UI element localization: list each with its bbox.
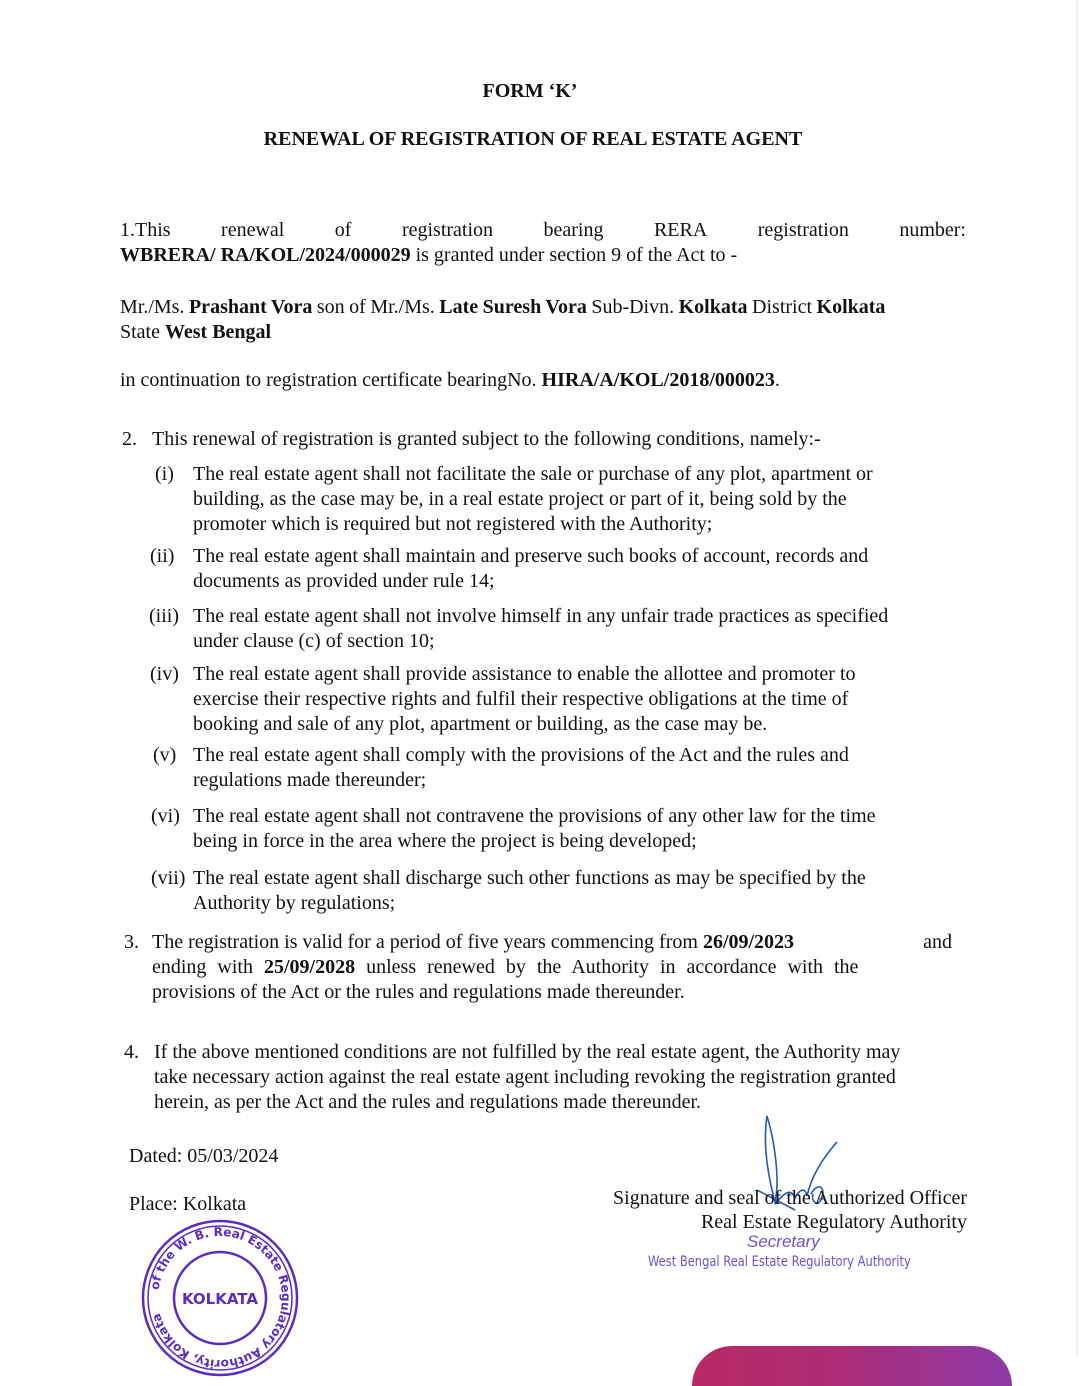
district: Kolkata [816, 296, 886, 318]
signature-caption: Signature and seal of the Authorized Officer [613, 1187, 967, 1209]
paragraph-1-line-2: WBRERA/ RA/KOL/2024/000029 is granted under section 9 of the Act to - [120, 244, 738, 266]
secretary-label: Secretary [747, 1232, 820, 1251]
paragraph-1 [120, 218, 966, 268]
authority-caption: Real Estate Regulatory Authority [700, 1211, 967, 1233]
validity-end-date: 25/09/2028 [264, 956, 356, 978]
continuation-line: in continuation to registration certificate bearingNo. HIRA/A/KOL/2018/000023. [120, 369, 780, 391]
conditions-intro: 2. This renewal of registration is granted subject to the following conditions, namely:- [122, 428, 821, 450]
floating-action-bar[interactable] [692, 1346, 1012, 1386]
place: Place: Kolkata [129, 1193, 247, 1215]
official-seal-icon [140, 1218, 300, 1378]
page-edge [1076, 0, 1078, 1356]
svg-text:of the W. B. Real Estate Regul: of the W. B. Real Estate Regulatory Authority, Kolkata [147, 1224, 294, 1372]
father-name: Late Suresh Vora [439, 296, 587, 318]
agent-name: Prashant Vora [188, 296, 313, 318]
agent-details: Mr./Ms. Prashant Vora son of Mr./Ms. Late Suresh Vora Sub-Divn. Kolkata District Kolkata State West Bengal [120, 296, 886, 343]
paragraph-1-line-1: 1.This renewal of registration bearing RERA registration number: [120, 219, 966, 241]
rera-registration-number: WBRERA/ RA/KOL/2024/000029 [120, 244, 411, 266]
wbrera-label: West Bengal Real Estate Regulatory Authority [648, 1254, 911, 1270]
validity-start-date: 26/09/2023 [702, 931, 795, 953]
sub-division: Kolkata [678, 296, 748, 318]
dated: Dated: 05/03/2024 [129, 1145, 279, 1167]
state: West Bengal [165, 321, 272, 343]
form-title: FORM ‘K’ [482, 80, 578, 102]
previous-certificate-number: HIRA/A/KOL/2018/000023 [541, 369, 775, 391]
stamp-center-text: KOLKATA [181, 1290, 259, 1308]
document-subtitle: RENEWAL OF REGISTRATION OF REAL ESTATE AGENT [263, 128, 803, 150]
